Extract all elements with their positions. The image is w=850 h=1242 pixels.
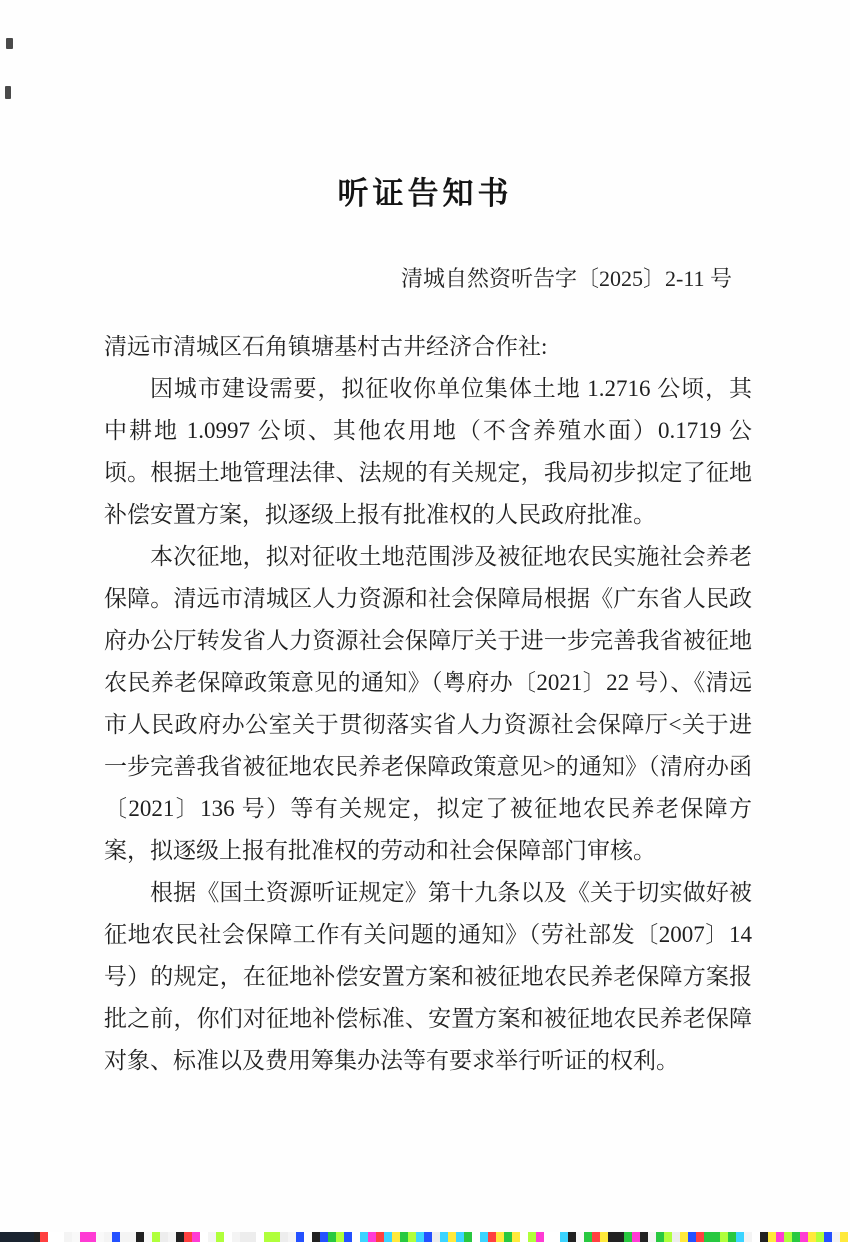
scan-noise-pixel (256, 1232, 264, 1242)
scan-noise-pixel (264, 1232, 272, 1242)
scan-noise-pixel (576, 1232, 584, 1242)
scan-noise-pixel (120, 1232, 128, 1242)
scan-noise-pixel (440, 1232, 448, 1242)
scan-noise-pixel (360, 1232, 368, 1242)
scan-noise-pixel (672, 1232, 680, 1242)
scan-corner-artifact (0, 1232, 34, 1242)
scan-noise-pixel (528, 1232, 536, 1242)
scan-noise-pixel (664, 1232, 672, 1242)
scan-noise-pixel (48, 1232, 56, 1242)
scan-noise-pixel (544, 1232, 552, 1242)
scan-noise-pixel (296, 1232, 304, 1242)
recipient-line: 清远市清城区石角镇塘基村古井经济合作社: (104, 334, 548, 359)
document-number: 清城自然资听告字〔2025〕2-11 号 (401, 266, 733, 291)
scan-noise-pixel (800, 1232, 808, 1242)
scan-noise-pixel (744, 1232, 752, 1242)
scan-noise-pixel (200, 1232, 208, 1242)
paragraph-social-security: 本次征地，拟对征收土地范围涉及被征地农民实施社会养老保障。清远市清城区人力资源和社会保障局根据《广东省人民政府办公厅转发省人力资源社会保障厅关于进一步完善我省被征地农民养老保障政策意见的通知》（粤府办〔2021〕22 号）、《清远市人民政府办公室关于贯彻落实省人力资源社会保障厅<关于进一步完善我省被征地农民养老保障政策意见>的通知》（清府办函〔2021〕136 号）等有关规定，拟定了被征地农民养老保障方案，拟逐级上报有批准权的劳动和社会保障部门审核。 (104, 544, 752, 863)
scan-noise-pixel (536, 1232, 544, 1242)
document-title: 听证告知书 (337, 176, 513, 211)
scan-noise-pixel (176, 1232, 184, 1242)
scan-noise-pixel (632, 1232, 640, 1242)
scan-noise-pixel (504, 1232, 512, 1242)
scan-noise-pixel (824, 1232, 832, 1242)
paragraph-hearing-rights: 根据《国土资源听证规定》第十九条以及《关于切实做好被征地农民社会保障工作有关问题的通知》（劳社部发〔2007〕14 号）的规定，在征地补偿安置方案和被征地农民养老保障方案报批之前，你们对征地补偿标准、安置方案和被征地农民养老保障对象、标准以及费用筹集办法等有要求举行听证的权利。 (104, 880, 752, 1073)
scan-noise-pixel (224, 1232, 232, 1242)
scan-noise-pixel (288, 1232, 296, 1242)
scan-noise-pixel (56, 1232, 64, 1242)
scan-noise-pixel (816, 1232, 824, 1242)
scan-noise-pixel (96, 1232, 104, 1242)
scan-noise-pixel (168, 1232, 176, 1242)
scan-noise-pixel (776, 1232, 784, 1242)
scan-noise-pixel (160, 1232, 168, 1242)
scan-noise-pixel (728, 1232, 736, 1242)
scan-noise-pixel (608, 1232, 616, 1242)
scan-noise-pixel (768, 1232, 776, 1242)
scan-noise-pixel (568, 1232, 576, 1242)
scan-noise-pixel (240, 1232, 248, 1242)
scan-noise-pixel (144, 1232, 152, 1242)
scan-noise-pixel (704, 1232, 712, 1242)
scan-noise-pixel (600, 1232, 608, 1242)
scan-noise-pixel (328, 1232, 336, 1242)
scan-noise-pixel (624, 1232, 632, 1242)
scan-noise-pixel (336, 1232, 344, 1242)
scan-noise-pixel (104, 1232, 112, 1242)
scan-noise-pixel (232, 1232, 240, 1242)
paragraph-land-acquisition: 因城市建设需要，拟征收你单位集体土地 1.2716 公顷，其中耕地 1.0997 公顷、其他农用地（不含养殖水面）0.1719 公顷。根据土地管理法律、法规的有关规定，我局初步拟定了征地补偿安置方案，拟逐级上报有批准权的人民政府批准。 (104, 376, 752, 527)
scan-noise-pixel (432, 1232, 440, 1242)
scan-noise-pixel (560, 1232, 568, 1242)
scan-noise-pixel (840, 1232, 848, 1242)
scan-noise-pixel (752, 1232, 760, 1242)
scan-noise-pixel (208, 1232, 216, 1242)
scan-noise-pixel (792, 1232, 800, 1242)
scan-noise-pixel (88, 1232, 96, 1242)
scan-noise-pixel (592, 1232, 600, 1242)
scan-noise-pixel (808, 1232, 816, 1242)
scan-noise-pixel (616, 1232, 624, 1242)
scan-noise-pixel (312, 1232, 320, 1242)
scan-noise-pixel (832, 1232, 840, 1242)
scan-noise-pixel (424, 1232, 432, 1242)
scan-noise-pixel (784, 1232, 792, 1242)
scan-noise-pixel (136, 1232, 144, 1242)
scan-noise-pixel (416, 1232, 424, 1242)
scan-noise-pixel (368, 1232, 376, 1242)
scan-noise-pixel (696, 1232, 704, 1242)
scan-noise-pixel (184, 1232, 192, 1242)
scan-noise-pixel (520, 1232, 528, 1242)
scan-noise-pixel (712, 1232, 720, 1242)
scan-noise-pixel (128, 1232, 136, 1242)
scan-noise-pixel (280, 1232, 288, 1242)
scan-noise-pixel (488, 1232, 496, 1242)
scan-noise-pixel (400, 1232, 408, 1242)
scan-noise-pixel (112, 1232, 120, 1242)
scan-speck (6, 38, 13, 49)
scan-noise-pixel (64, 1232, 72, 1242)
scan-noise-pixel (376, 1232, 384, 1242)
scan-noise-pixel (760, 1232, 768, 1242)
scan-noise-pixel (448, 1232, 456, 1242)
scan-noise-pixel (272, 1232, 280, 1242)
scan-noise-pixel (656, 1232, 664, 1242)
scan-noise-pixel (72, 1232, 80, 1242)
scan-noise-pixel (512, 1232, 520, 1242)
scan-noise-pixel (464, 1232, 472, 1242)
scan-noise-pixel (40, 1232, 48, 1242)
scan-noise-pixel (384, 1232, 392, 1242)
scan-noise-pixel (680, 1232, 688, 1242)
scan-noise-pixel (192, 1232, 200, 1242)
scan-noise-pixel (392, 1232, 400, 1242)
scan-speck (5, 86, 11, 99)
scan-noise-pixel (456, 1232, 464, 1242)
scan-noise-pixel (648, 1232, 656, 1242)
scan-noise-pixel (352, 1232, 360, 1242)
scan-noise-pixel (584, 1232, 592, 1242)
scan-noise-pixel (80, 1232, 88, 1242)
scan-noise-pixel (640, 1232, 648, 1242)
scan-noise-pixel (152, 1232, 160, 1242)
scan-noise-strip (0, 1232, 850, 1242)
scan-noise-pixel (248, 1232, 256, 1242)
scan-noise-pixel (320, 1232, 328, 1242)
scan-noise-pixel (736, 1232, 744, 1242)
scan-noise-pixel (344, 1232, 352, 1242)
scan-noise-pixel (720, 1232, 728, 1242)
scan-noise-pixel (496, 1232, 504, 1242)
scan-noise-pixel (472, 1232, 480, 1242)
document-body (104, 326, 752, 1082)
scan-noise-pixel (216, 1232, 224, 1242)
scan-noise-pixel (552, 1232, 560, 1242)
scan-noise-pixel (408, 1232, 416, 1242)
scan-noise-pixel (304, 1232, 312, 1242)
scan-noise-pixel (480, 1232, 488, 1242)
scan-noise-pixel (688, 1232, 696, 1242)
